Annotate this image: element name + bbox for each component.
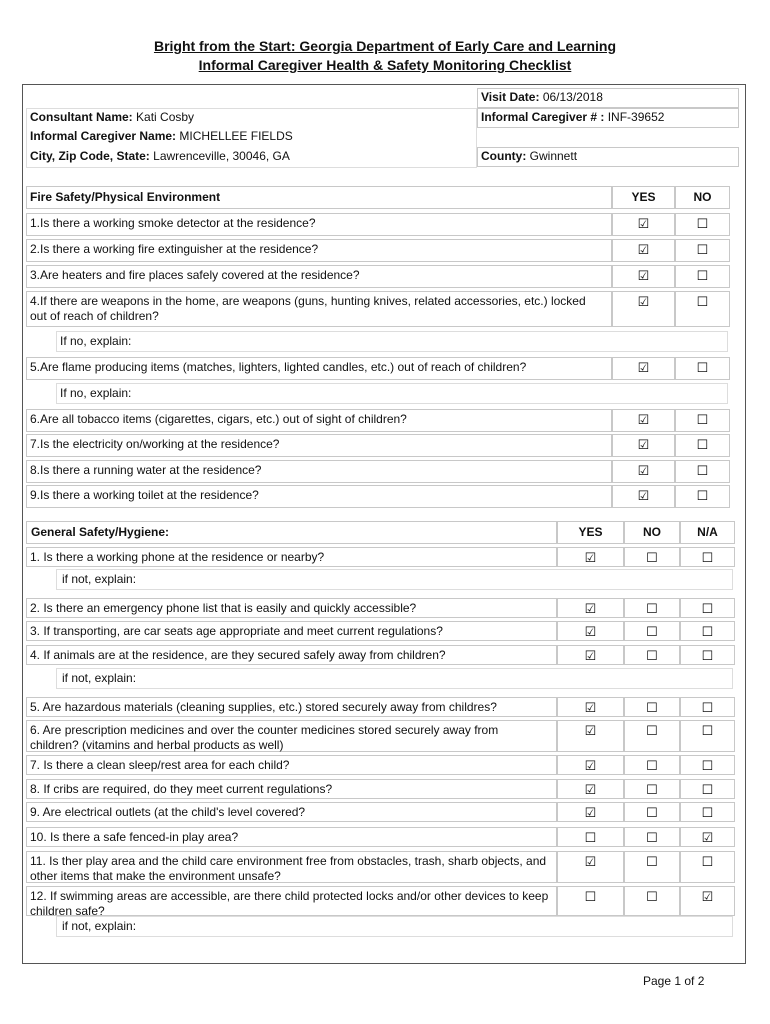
empty-checkbox-icon[interactable]: ☐ [701, 758, 714, 773]
checked-box-icon[interactable]: ☑ [637, 268, 650, 283]
empty-checkbox-icon[interactable]: ☐ [584, 830, 597, 845]
general-question-5: 5. Are hazardous materials (cleaning supplies, etc.) stored securely away from childres? [30, 700, 497, 714]
caregiver-number: Informal Caregiver # : INF-39652 [481, 110, 665, 124]
fire-question-7: 7.Is the electricity on/working at the residence? [30, 437, 280, 451]
fire-question-4: 4.If there are weapons in the home, are weapons (guns, hunting knives, related accessories, etc.) locked out of reach of children? [30, 294, 586, 323]
empty-checkbox-icon[interactable]: ☐ [701, 723, 714, 738]
checked-box-icon[interactable]: ☑ [637, 216, 650, 231]
general-question-1: 1. Is there a working phone at the residence or nearby? [30, 550, 325, 564]
checked-box-icon[interactable]: ☑ [584, 758, 597, 773]
checked-box-icon[interactable]: ☑ [584, 805, 597, 820]
empty-checkbox-icon[interactable]: ☐ [701, 648, 714, 663]
empty-checkbox-icon[interactable]: ☐ [646, 854, 658, 869]
empty-checkbox-icon[interactable]: ☐ [646, 601, 658, 616]
fire-explain-box[interactable] [56, 383, 728, 404]
general-explain-label: if not, explain: [62, 572, 137, 586]
fire-question-2: 2.Is there a working fire extinguisher at the residence? [30, 242, 319, 256]
checked-box-icon[interactable]: ☑ [637, 437, 650, 452]
document-subtitle: Informal Caregiver Health & Safety Monitoring Checklist [198, 57, 572, 73]
general-question-7: 7. Is there a clean sleep/rest area for each child? [30, 758, 290, 772]
general-question-12: 12. If swimming areas are accessible, are there child protected locks and/or other devices to keep children safe? [30, 889, 549, 918]
caregiver-name: Informal Caregiver Name: MICHELLEE FIELDS [30, 129, 293, 143]
general-na-header: N/A [697, 525, 718, 539]
checked-box-icon[interactable]: ☑ [584, 648, 597, 663]
empty-checkbox-icon[interactable]: ☐ [584, 889, 597, 904]
empty-checkbox-icon[interactable]: ☐ [701, 700, 714, 715]
fire-question-5: 5.Are flame producing items (matches, lighters, lighted candles, etc.) out of reach of children? [30, 360, 527, 374]
empty-checkbox-icon[interactable]: ☐ [646, 723, 658, 738]
fire-question-3: 3.Are heaters and fire places safely covered at the residence? [30, 268, 360, 282]
fire-question-8: 8.Is there a running water at the residence? [30, 463, 262, 477]
checked-box-icon[interactable]: ☑ [637, 488, 650, 503]
checked-box-icon[interactable]: ☑ [584, 550, 597, 565]
empty-checkbox-icon[interactable]: ☐ [696, 242, 709, 257]
checked-box-icon[interactable]: ☑ [637, 463, 650, 478]
fire-explain-label: If no, explain: [60, 386, 132, 400]
empty-checkbox-icon[interactable]: ☐ [701, 601, 714, 616]
checked-box-icon[interactable]: ☑ [584, 723, 597, 738]
fire-question-1: 1.Is there a working smoke detector at the residence? [30, 216, 316, 230]
checked-box-icon[interactable]: ☑ [584, 601, 597, 616]
general-section-heading: General Safety/Hygiene: [31, 525, 170, 539]
empty-checkbox-icon[interactable]: ☐ [646, 550, 658, 565]
empty-checkbox-icon[interactable]: ☐ [696, 216, 709, 231]
general-question-3: 3. If transporting, are car seats age appropriate and meet current regulations? [30, 624, 443, 638]
general-yes-header: YES [578, 525, 603, 539]
empty-checkbox-icon[interactable]: ☐ [701, 782, 714, 797]
general-explain-label: if not, explain: [62, 919, 137, 933]
checked-box-icon[interactable]: ☑ [584, 854, 597, 869]
document-title: Bright from the Start: Georgia Department of Early Care and Learning [153, 38, 617, 54]
checked-box-icon[interactable]: ☑ [637, 360, 650, 375]
fire-section-heading: Fire Safety/Physical Environment [30, 190, 221, 204]
general-explain-box[interactable] [56, 916, 733, 937]
empty-checkbox-icon[interactable]: ☐ [696, 463, 709, 478]
checked-box-icon[interactable]: ☑ [637, 294, 650, 309]
empty-checkbox-icon[interactable]: ☐ [646, 782, 658, 797]
empty-checkbox-icon[interactable]: ☐ [646, 700, 658, 715]
checked-box-icon[interactable]: ☑ [584, 782, 597, 797]
city-zip-state: City, Zip Code, State: Lawrenceville, 30046, GA [30, 149, 290, 163]
empty-checkbox-icon[interactable]: ☐ [646, 889, 658, 904]
checked-box-icon[interactable]: ☑ [701, 830, 714, 845]
general-no-header: NO [643, 525, 661, 539]
county: County: Gwinnett [481, 149, 578, 163]
empty-checkbox-icon[interactable]: ☐ [696, 437, 709, 452]
empty-checkbox-icon[interactable]: ☐ [701, 624, 714, 639]
empty-checkbox-icon[interactable]: ☐ [696, 294, 709, 309]
fire-explain-box[interactable] [56, 331, 728, 352]
empty-checkbox-icon[interactable]: ☐ [646, 805, 658, 820]
empty-checkbox-icon[interactable]: ☐ [701, 854, 714, 869]
general-question-2: 2. Is there an emergency phone list that is easily and quickly accessible? [30, 601, 417, 615]
fire-explain-label: If no, explain: [60, 334, 132, 348]
empty-checkbox-icon[interactable]: ☐ [646, 624, 658, 639]
fire-question-6: 6.Are all tobacco items (cigarettes, cigars, etc.) out of sight of children? [30, 412, 407, 426]
empty-checkbox-icon[interactable]: ☐ [696, 412, 709, 427]
general-question-4: 4. If animals are at the residence, are they secured safely away from children? [30, 648, 446, 662]
general-question-11: 11. Is ther play area and the child care environment free from obstacles, trash, sharb objects, and other items that make the environment unsafe? [30, 854, 547, 883]
empty-checkbox-icon[interactable]: ☐ [696, 268, 709, 283]
general-explain-box[interactable] [56, 668, 733, 689]
checked-box-icon[interactable]: ☑ [584, 700, 597, 715]
general-explain-box[interactable] [56, 569, 733, 590]
empty-checkbox-icon[interactable]: ☐ [646, 758, 658, 773]
general-explain-label: if not, explain: [62, 671, 137, 685]
checked-box-icon[interactable]: ☑ [637, 412, 650, 427]
empty-checkbox-icon[interactable]: ☐ [646, 648, 658, 663]
visit-date: Visit Date: 06/13/2018 [481, 90, 603, 104]
page-number: Page 1 of 2 [643, 974, 705, 988]
checked-box-icon[interactable]: ☑ [584, 624, 597, 639]
fire-question-9: 9.Is there a working toilet at the residence? [30, 488, 259, 502]
consultant-name: Consultant Name: Kati Cosby [30, 110, 195, 124]
general-question-8: 8. If cribs are required, do they meet current regulations? [30, 782, 333, 796]
general-question-6: 6. Are prescription medicines and over the counter medicines stored securely away from children? (vitamins and herbal products as well) [30, 723, 499, 752]
empty-checkbox-icon[interactable]: ☐ [701, 805, 714, 820]
fire-no-header: NO [693, 190, 712, 204]
checked-box-icon[interactable]: ☑ [701, 889, 714, 904]
general-question-9: 9. Are electrical outlets (at the child's level covered? [30, 805, 306, 819]
empty-checkbox-icon[interactable]: ☐ [696, 360, 709, 375]
empty-checkbox-icon[interactable]: ☐ [701, 550, 714, 565]
empty-checkbox-icon[interactable]: ☐ [696, 488, 709, 503]
checked-box-icon[interactable]: ☑ [637, 242, 650, 257]
empty-checkbox-icon[interactable]: ☐ [646, 830, 658, 845]
fire-yes-header: YES [631, 190, 656, 204]
general-question-10: 10. Is there a safe fenced-in play area? [30, 830, 239, 844]
